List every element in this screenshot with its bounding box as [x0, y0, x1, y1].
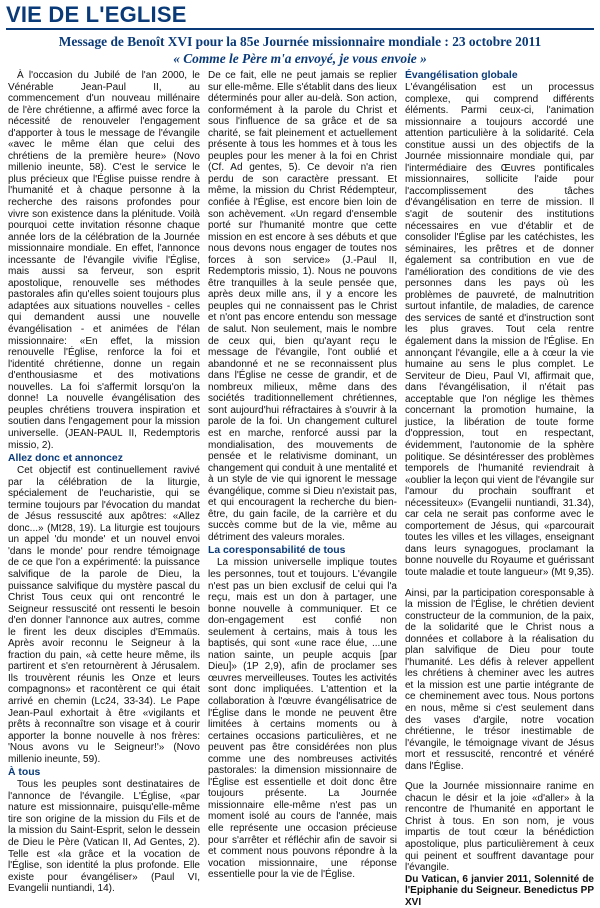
paragraph: Cet objectif est continuellement ravivé par la célébration de la liturgie, spécialement de l'eucharistie, qui se termine toujours par l'évocation du mandat de Jésus ressuscité aux apôtres: «Allez donc...» (Mt28, 19). La liturgie est toujours un appel 'du monde' et un nouvel envoi 'dans le monde' pour rendre témoignage de ce que l'on a expérimenté: la puissance salvifique de la parole de Dieu, la puissance salvifique du mystère pascal du Christ Tous ceux qui ont rencontré le Seigneur ressuscité ont ressenti le besoin d'en donner l'annonce aux autres, comme le firent les deux disciples d'Emmaüs. Après avoir reconnu le Seigneur à la fraction du pain, «à cette heure même, ils partirent et s'en retournèrent à Jérusalem. Ils trouvèrent réunis les Onze et leurs compagnons» et racontèrent ce qui était arrivé en chemin (Lc24, 33-34). Le Pape Jean-Paul exhortait à être «vigilants et prêts à reconnaître son visage et à courir apporter la bonne nouvelle à nos frères: 'Nous avons vu le Seigneur!'» (Novo millenio ineunte, 59). — [8, 465, 200, 765]
column-1 — [8, 70, 200, 895]
section-title: VIE DE L'EGLISE — [6, 2, 594, 30]
paragraph: À l'occasion du Jubilé de l'an 2000, le Vénérable Jean-Paul II, au commencement d'un nouveau millénaire de l'ère chrétienne, a affirmé avec force la nécessité de renouveler l'engagement d'apporter à tous le message de l'évangile «avec le même élan que celui des chrétiens de la première heure» (Novo millenio ineunte, 58). C'est le service le plus précieux que l'Église puisse rendre à l'humanité et à chaque personne à la recherche des raisons profondes pour vivre son existence dans la plénitude. Voilà pourquoi cette invitation résonne chaque année lors de la célébration de la Journée missionnaire mondiale. En effet, l'annonce incessante de l'évangile vivifie l'Église, mais aussi sa ferveur, son esprit apostolique, renouvelle ses méthodes pastorales afin qu'elles soient toujours plus adaptées aux situations nouvelles - celles qui demandent aussi une nouvelle évangélisation - et animées de l'élan missionnaire: «En effet, la mission renouvelle l'Église, renforce la foi et l'identité chrétienne, donne un regain d'enthousiasme et des motivations nouvelles. La foi s'affermit lorsqu'on la donne! La nouvelle évangélisation des peuples chrétiens trouvera inspiration et soutien dans l'engagement pour la mission universelle. (JEAN-PAUL II, Redemptoris missio, 2). — [8, 70, 200, 451]
paragraph: L'évangélisation est un processus complexe, qui comprend différents éléments. Parmi ceux-ci, l'animation missionnaire a toujours accordé une attention particulière à la solidarité. Cela constitue aussi un des objectifs de la Journée missionnaire mondiale qui, par l'intermédiaire des Œuvres pontificales missionnaires, sollicite l'aide pour l'accomplissement des tâches d'évangélisation en terre de mission. Il s'agit de soutenir des institutions nécessaires en vue d'établir et de consolider l'Église par les catéchistes, les séminaires, les prêtres et de donner également sa contribution en vue de l'amélioration des conditions de vie des personnes dans les pays où les problèmes de pauvreté, de malnutrition surtout infantile, de maladies, de carence des services de santé et d'instruction sont les plus graves. Tout cela rentre également dans la mission de l'Église. En annonçant l'évangile, elle a à cœur la vie humaine au sens le plus complet. Le Serviteur de Dieu, Paul VI, affirmait que, dans l'évangélisation, il n'était pas acceptable que l'on néglige les thèmes concernant la promotion humaine, la justice, la libération de toute forme d'oppression, tout en respectant, évidemment, l'autonomie de la sphère politique. Se désintéresser des problèmes temporels de l'humanité reviendrait à «oublier la leçon qui vient de l'évangile sur l'amour du prochain souffrant et nécessiteux» (Evangelii nuntiandi, 31.34), car cela ne serait pas conforme avec le comportement de Jésus, qui «parcourait toutes les villes et les villages, enseignant dans leurs synagogues, proclamant la bonne nouvelle du Royaume et guérissant toute maladie et toute langueur» (Mt 9,35). — [405, 82, 595, 578]
column-3 — [405, 70, 595, 908]
subheading: À tous — [8, 767, 41, 779]
subheading: La coresponsabilité de tous — [208, 545, 346, 557]
subheading: Allez donc et annoncez — [8, 453, 123, 465]
column-2 — [208, 70, 397, 881]
paragraph: Que la Journée missionnaire ranime en chacun le désir et la joie «d'aller» à la rencontre de l'humanité en apportant le Christ à tous. En son nom, je vous impartis de tout cœur la bénédiction apostolique, plus particulièrement à ceux qui peinent et souffrent davantage pour l'évangile. — [405, 781, 594, 874]
paragraph: De ce fait, elle ne peut jamais se replier sur elle-même. Elle s'établit dans des lieux déterminés pour aller au-delà. Son action, conformément à la parole du Christ et sous l'influence de sa grâce et de sa charité, se fait pleinement et actuellement présente à tous les hommes et à tous les peuples pour les mener à la foi en Christ (Cf. Ad gentes, 5). Ce devoir n'a rien perdu de son caractère pressant. Et même, la mission du Christ Rédempteur, confiée à l'Église, est encore bien loin de son achèvement. «Un regard d'ensemble porté sur l'humanité montre que cette mission en est encore à ses débuts et que nous devons nous engager de toutes nos forces à son service» (J.-Paul II, Redemptoris missio, 1). Nous ne pouvons être tranquilles à la seule pensée que, après deux mille ans, il y a encore les peuples qui ne connaissent pas le Christ et n'ont pas encore entendu son message de salut. Non seulement, mais le nombre de ceux qui, bien qu'ayant reçu le message de l'évangile, l'ont oublié et abandonné et ne se reconnaissent plus dans l'Église ne cesse de grandir, et de nombreux milieux, même dans des sociétés traditionnellement chrétiennes, sont aujourd'hui réfractaires à s'ouvrir à la parole de la foi. Un changement culturel est en marche, renforcé aussi par la mondialisation, des mouvements de pensée et le relativisme dominant, un changement qui conduit à une mentalité et à un style de vie qui ignorent le message évangélique, comme si Dieu n'existait pas, et qui encouragent la recherche du bien-être, du gain facile, de la carrière et du succès comme but de la vie, même au détriment des valeurs morales. — [208, 70, 397, 543]
article-body — [8, 70, 595, 908]
subheading: Évangélisation globale — [405, 70, 518, 81]
paragraph: Tous les peuples sont destinataires de l'annonce de l'évangile. L'Église, «par nature est missionnaire, puisqu'elle-même tire son origine de la mission du Fils et de la mission du Saint-Esprit, selon le dessein de Dieu le Père (Vatican II, Ad Gentes, 2). Telle est «la grâce et la vocation de l'Église, son identité la plus profonde. Elle existe pour évangéliser» (Paul VI, Evangelii nuntiandi, 14). — [8, 779, 200, 895]
article-subheadline: « Comme le Père m'a envoyé, je vous envoie » — [173, 51, 427, 66]
article-headline: Message de Benoît XVI pour la 85e Journée missionnaire mondiale : 23 octobre 2011 — [58, 34, 542, 49]
paragraph: Ainsi, par la participation coresponsable à la mission de l'Église, le chrétien devient constructeur de la communion, de la paix, de la solidarité que le Christ nous a données et collabore à la réalisation du plan salvifique de Dieu pour toute l'humanité. Les défis à relever appellent les chrétiens à cheminer avec les autres et la mission est une partie intégrante de ce cheminement avec tous. Nous portons en nous, même si c'est seulement dans des vases d'argile, notre vocation chrétienne, le trésor inestimable de l'évangile, le témoignage vivant de Jésus mort et ressuscité, rencontré et vénéré dans l'Église. — [405, 587, 594, 772]
paragraph: La mission universelle implique toutes les personnes, tout et toujours. L'évangile n'est pas un bien exclusif de celui qui l'a reçu, mais est un don à partager, une bonne nouvelle à communiquer. Et ce don-engagement est confié non seulement à certains, mais à tous les baptisés, qui sont «une race élue, ...une nation sainte, un peuple acquis [par Dieu]» (1P 2,9), afin de proclamer ses œuvres merveilleuses. Toutes les activités sont donc impliquées. L'attention et la collaboration à l'œuvre évangélisatrice de l'Église dans le monde ne peuvent être limitées à certains moments ou à certaines occasions particulières, et ne peuvent pas être considérées non plus comme une des nombreuses activités pastorales: la dimension missionnaire de l'Église est essentielle et doit donc être toujours présente. La Journée missionnaire elle-même n'est pas un moment isolé au cours de l'année, mais elle représente une occasion précieuse pour s'arrêter et réfléchir afin de savoir si et comment nous pouvons répondre à la vocation missionnaire, une réponse essentielle pour la vie de l'Église. — [208, 557, 397, 881]
signature: Du Vatican, 6 janvier 2011, Solennité de l'Epiphanie du Seigneur. Benedictus PP XVI — [405, 873, 594, 908]
